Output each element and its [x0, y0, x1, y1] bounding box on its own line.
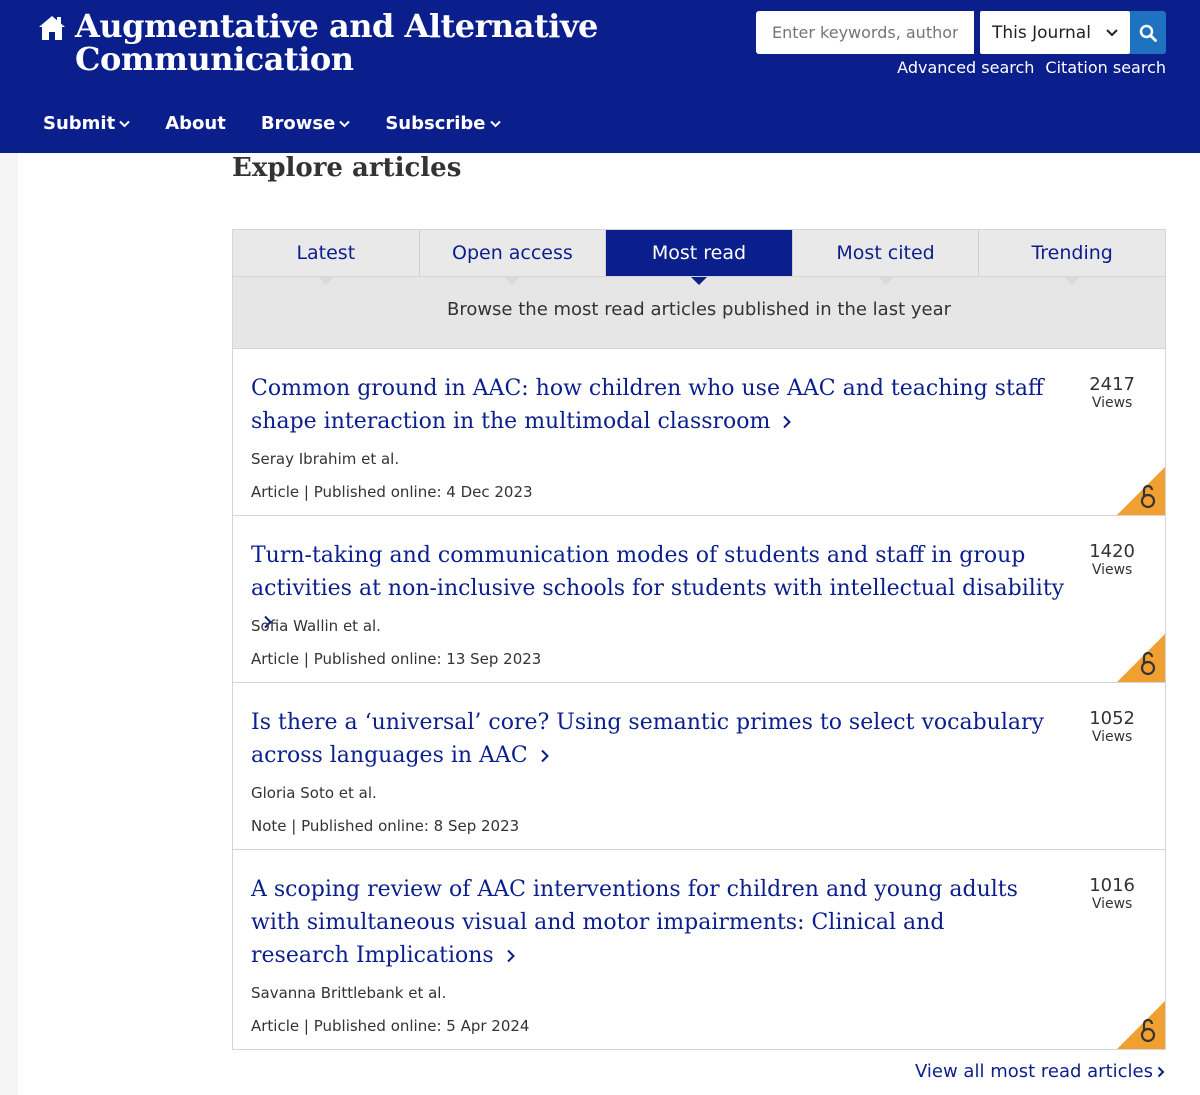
article-item — [232, 349, 1166, 516]
article-title-link[interactable] — [251, 372, 1081, 438]
views-label: Views — [1091, 395, 1133, 411]
chevron-right-icon — [540, 749, 550, 763]
views-count: 1016 — [1089, 875, 1135, 896]
article-authors: Savanna Brittlebank et al. — [251, 984, 447, 1002]
tab-list — [233, 230, 1165, 277]
article-title-text: A scoping review of AAC interventions for children and young adults with simultaneous visual and motor impairments: Clinical and research Implications — [251, 877, 1018, 968]
article-title-text: Turn-taking and communication modes of students and staff in group activities at non-inclusive schools for students with intellectual disability — [251, 543, 1065, 601]
chevron-right-icon — [506, 949, 516, 963]
view-all-label: View all most read articles — [915, 1061, 1153, 1082]
journal-brand[interactable] — [37, 7, 598, 78]
views-label: Views — [1091, 896, 1133, 912]
article-meta: Article | Published online: 13 Sep 2023 — [251, 650, 542, 668]
open-access-icon — [1117, 1001, 1165, 1049]
article-meta: Article | Published online: 5 Apr 2024 — [251, 1017, 530, 1035]
nav-submit[interactable] — [43, 113, 130, 134]
article-title-text: Common ground in AAC: how children who use AAC and teaching staff shape interaction in the multimodal classroom — [251, 376, 1044, 434]
article-authors: Seray Ibrahim et al. — [251, 450, 400, 468]
search-input[interactable] — [756, 11, 974, 54]
nav-browse[interactable] — [261, 113, 351, 134]
journal-title-line1: Augmentative and Alternative — [75, 7, 598, 45]
article-meta: Article | Published online: 4 Dec 2023 — [251, 483, 533, 501]
open-access-icon — [1117, 634, 1165, 682]
article-authors: Gloria Soto et al. — [251, 784, 377, 802]
article-title-link[interactable] — [251, 706, 1081, 772]
journal-title[interactable] — [75, 7, 598, 78]
citation-search-link[interactable]: Citation search — [1045, 58, 1166, 77]
views-counter — [1089, 542, 1135, 578]
views-label: Views — [1091, 562, 1133, 578]
views-count: 1052 — [1089, 708, 1135, 729]
views-counter — [1089, 709, 1135, 745]
nav-subscribe-label: Subscribe — [385, 113, 486, 134]
search-bar — [756, 11, 1166, 54]
search-icon — [1139, 24, 1157, 42]
tab-description: Browse the most read articles published in the last year — [446, 299, 952, 320]
tab-most-cited[interactable]: Most cited — [793, 230, 980, 276]
nav-submit-label: Submit — [43, 113, 116, 134]
nav-about-label: About — [165, 113, 226, 134]
view-all-link[interactable] — [915, 1061, 1165, 1082]
article-list — [232, 349, 1166, 1050]
site-header — [0, 0, 1200, 153]
chevron-down-icon — [1106, 29, 1118, 37]
chevron-right-icon — [1157, 1066, 1165, 1078]
views-count: 2417 — [1089, 374, 1135, 395]
tab-latest[interactable]: Latest — [233, 230, 420, 276]
search-links — [897, 58, 1166, 77]
chevron-down-icon — [490, 120, 501, 128]
nav-subscribe[interactable] — [385, 113, 500, 134]
article-title-link[interactable] — [251, 873, 1041, 972]
section-title: Explore articles — [232, 153, 462, 183]
views-counter — [1089, 375, 1135, 411]
chevron-right-icon — [782, 415, 792, 429]
journal-title-line2: Communication — [75, 40, 354, 78]
search-button[interactable] — [1130, 11, 1166, 54]
search-scope-value: This Journal — [992, 22, 1091, 43]
main-nav — [43, 113, 536, 134]
tab-most-read[interactable]: Most read — [606, 230, 793, 276]
views-counter — [1089, 876, 1135, 912]
tab-trending[interactable]: Trending — [979, 230, 1165, 276]
tab-open-access[interactable]: Open access — [420, 230, 607, 276]
nav-browse-label: Browse — [260, 113, 336, 134]
article-meta: Note | Published online: 8 Sep 2023 — [251, 817, 520, 835]
views-label: Views — [1091, 729, 1133, 745]
home-icon — [37, 14, 67, 42]
article-item — [232, 683, 1166, 850]
article-item — [232, 516, 1166, 683]
chevron-down-icon — [119, 120, 130, 128]
left-gutter — [0, 153, 18, 1095]
advanced-search-link[interactable]: Advanced search — [897, 58, 1035, 77]
article-item — [232, 850, 1166, 1050]
explore-tabs-panel — [232, 229, 1166, 349]
nav-about[interactable] — [165, 113, 226, 134]
open-access-icon — [1117, 467, 1165, 515]
views-count: 1420 — [1089, 541, 1135, 562]
chevron-down-icon — [339, 120, 350, 128]
search-scope-select[interactable] — [980, 11, 1130, 54]
article-title-text: Is there a ‘universal’ core? Using semantic primes to select vocabulary across languages in AAC — [251, 710, 1044, 768]
article-authors: Sofia Wallin et al. — [251, 617, 381, 635]
